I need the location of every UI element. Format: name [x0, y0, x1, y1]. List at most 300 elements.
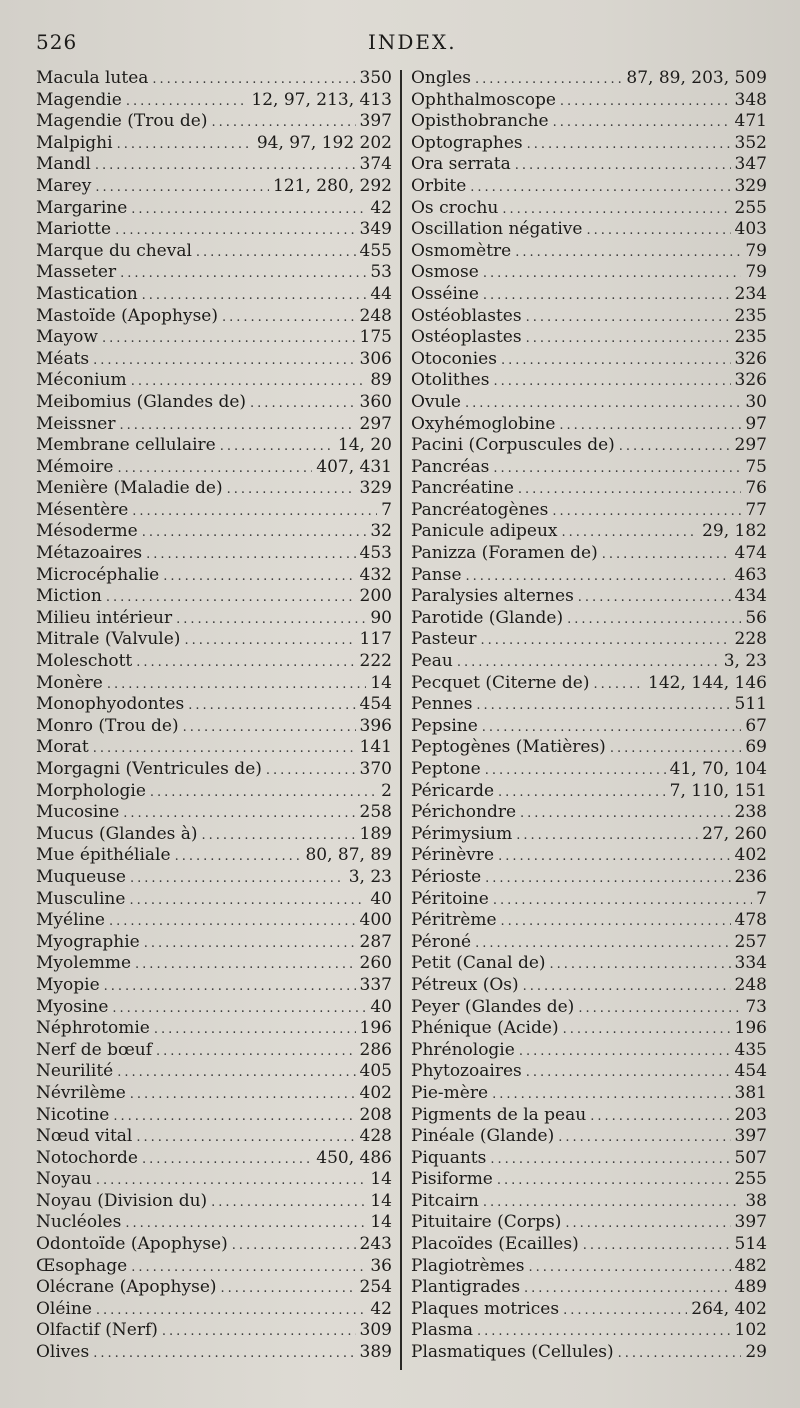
index-page-refs: 102 — [734, 1320, 767, 1341]
dot-leader — [129, 890, 366, 912]
index-term: Pituitaire (Corps) — [411, 1212, 562, 1233]
index-page-refs: 73 — [745, 996, 767, 1017]
index-page-refs: 396 — [359, 715, 392, 736]
index-entry — [411, 262, 767, 284]
index-page-refs: 238 — [734, 802, 767, 823]
index-term: Plasma — [411, 1320, 473, 1341]
index-entry — [411, 586, 767, 608]
index-term: Périmysium — [411, 823, 513, 844]
dot-leader — [142, 285, 367, 307]
dot-leader — [526, 1062, 731, 1084]
index-term: Opisthobranche — [411, 111, 549, 132]
dot-leader — [610, 738, 742, 760]
index-term: Pisiforme — [411, 1169, 493, 1190]
index-page-refs: 471 — [734, 111, 767, 132]
index-entry — [36, 133, 392, 155]
dot-leader — [563, 1300, 687, 1322]
index-term: Peptone — [411, 759, 481, 779]
index-entry — [36, 543, 392, 565]
dot-leader — [485, 760, 666, 782]
index-page-refs: 264, 402 — [691, 1298, 767, 1319]
index-term: Mue épithéliale — [36, 845, 171, 866]
index-page-refs: 97 — [745, 413, 767, 434]
index-term: Otolithes — [411, 370, 490, 391]
column-divider — [400, 70, 402, 1370]
index-term: Monro (Trou de) — [36, 715, 179, 736]
index-entry — [36, 845, 392, 867]
index-term: Olécrane (Apophyse) — [36, 1277, 217, 1298]
index-entry — [36, 500, 392, 522]
dot-leader — [475, 933, 730, 955]
dot-leader — [211, 112, 355, 134]
index-page-refs: 434 — [734, 586, 767, 607]
index-entry — [411, 694, 767, 716]
index-term: Piquants — [411, 1147, 487, 1168]
index-page-refs: 14 — [370, 1212, 392, 1233]
dot-leader — [117, 458, 312, 480]
index-page-refs: 29, 182 — [702, 521, 767, 542]
index-entry — [36, 1234, 392, 1256]
index-entry — [411, 781, 767, 803]
index-entry — [36, 1191, 392, 1213]
dot-leader — [516, 825, 698, 847]
dot-leader — [553, 112, 731, 134]
index-term: Ostéoplastes — [411, 327, 522, 348]
dot-leader — [93, 738, 356, 760]
index-page-refs: 3, 23 — [723, 651, 767, 672]
index-entry — [36, 759, 392, 781]
index-page-refs: 329 — [359, 478, 392, 499]
index-entry — [36, 802, 392, 824]
index-term: Œsophage — [36, 1255, 128, 1276]
index-page-refs: 248 — [734, 974, 767, 995]
index-entry — [36, 262, 392, 284]
index-term: Marque du cheval — [36, 240, 192, 261]
index-term: Macula lutea — [36, 68, 149, 88]
index-term: Mésentère — [36, 499, 129, 520]
index-page-refs: 514 — [734, 1234, 767, 1255]
index-entry — [411, 327, 767, 349]
index-entry — [411, 1342, 767, 1364]
index-entry — [411, 349, 767, 371]
index-page-refs: 235 — [734, 327, 767, 348]
index-entry — [36, 1256, 392, 1278]
index-entry — [36, 1105, 392, 1127]
dot-leader — [567, 609, 741, 631]
index-page-refs: 79 — [745, 240, 767, 261]
index-page-refs: 7 — [756, 888, 767, 909]
dot-leader — [602, 544, 731, 566]
index-term: Pitcairn — [411, 1190, 479, 1211]
index-entry — [411, 435, 767, 457]
dot-leader — [154, 1019, 356, 1041]
index-term: Métazoaires — [36, 543, 143, 564]
dot-leader — [131, 199, 366, 221]
index-page-refs: 67 — [745, 715, 767, 736]
index-page-refs: 260 — [359, 953, 392, 974]
index-entry — [36, 781, 392, 803]
dot-leader — [498, 782, 666, 804]
dot-leader — [176, 609, 366, 631]
index-entry — [411, 953, 767, 975]
index-entry — [36, 219, 392, 241]
index-page-refs: 222 — [359, 651, 392, 672]
index-page-refs: 454 — [734, 1061, 767, 1082]
index-entry — [36, 68, 392, 90]
index-page-refs: 196 — [734, 1018, 767, 1039]
index-term: Nœud vital — [36, 1126, 133, 1147]
dot-leader — [470, 177, 730, 199]
index-entry — [411, 975, 767, 997]
index-page-refs: 402 — [734, 845, 767, 866]
index-page-refs: 12, 97, 213, 413 — [251, 89, 392, 110]
dot-leader — [501, 350, 731, 372]
dot-leader — [497, 1170, 731, 1192]
dot-leader — [142, 522, 367, 544]
index-entry — [411, 284, 767, 306]
index-entry — [36, 1320, 392, 1342]
index-term: Péroné — [411, 931, 472, 952]
index-term: Pancréatine — [411, 478, 514, 499]
index-page-refs: 248 — [359, 305, 392, 326]
index-term: Ora serrata — [411, 154, 511, 175]
index-entry — [36, 629, 392, 651]
dot-leader — [95, 155, 356, 177]
index-entry — [36, 392, 392, 414]
index-term: Magendie — [36, 89, 122, 110]
dot-leader — [96, 1300, 366, 1322]
index-entry — [411, 1256, 767, 1278]
index-term: Nucléoles — [36, 1212, 122, 1233]
index-page-refs: 254 — [359, 1277, 392, 1298]
index-term: Placoïdes (Ecailles) — [411, 1234, 579, 1255]
dot-leader — [483, 285, 731, 307]
index-page-refs: 203 — [734, 1104, 767, 1125]
index-page-refs: 235 — [734, 305, 767, 326]
dot-leader — [477, 1321, 731, 1343]
dot-leader — [106, 587, 356, 609]
dot-leader — [93, 350, 355, 372]
index-page-refs: 352 — [734, 132, 767, 153]
index-term: Microcéphalie — [36, 564, 160, 585]
index-page-refs: 389 — [359, 1342, 392, 1363]
index-page-refs: 287 — [359, 931, 392, 952]
index-page-refs: 121, 280, 292 — [273, 175, 392, 196]
dot-leader — [519, 1041, 731, 1063]
dot-leader — [523, 976, 731, 998]
index-entry — [36, 737, 392, 759]
dot-leader — [618, 1343, 742, 1365]
index-entry — [411, 867, 767, 889]
index-term: Péritoine — [411, 888, 489, 909]
index-page-refs: 403 — [734, 219, 767, 240]
index-entry — [411, 241, 767, 263]
dot-leader — [465, 393, 741, 415]
index-entry — [411, 910, 767, 932]
index-entry — [36, 90, 392, 112]
dot-leader — [485, 868, 730, 890]
dot-leader — [222, 307, 356, 329]
running-head: INDEX. — [368, 30, 457, 54]
index-page-refs: 474 — [734, 543, 767, 564]
index-page-refs: 257 — [734, 931, 767, 952]
index-term: Plantigrades — [411, 1277, 521, 1298]
index-term: Magendie (Trou de) — [36, 111, 208, 132]
index-entry — [411, 1234, 767, 1256]
index-term: Pasteur — [411, 629, 477, 650]
index-page-refs: 196 — [359, 1018, 392, 1039]
dot-leader — [578, 587, 731, 609]
dot-leader — [457, 652, 720, 674]
index-entry — [36, 889, 392, 911]
index-page-refs: 478 — [734, 910, 767, 931]
dot-leader — [515, 155, 731, 177]
index-entry — [36, 694, 392, 716]
index-term: Mayow — [36, 327, 98, 348]
index-page-refs: 44 — [370, 283, 392, 304]
index-term: Pacini (Corpuscules de) — [411, 435, 615, 456]
dot-leader — [475, 69, 622, 91]
index-page-refs: 76 — [745, 478, 767, 499]
index-page-refs: 75 — [745, 456, 767, 477]
dot-leader — [593, 674, 644, 696]
page-number: 526 — [36, 30, 78, 54]
index-term: Panizza (Foramen de) — [411, 543, 598, 564]
index-page-refs: 38 — [745, 1190, 767, 1211]
index-entry — [411, 90, 767, 112]
index-term: Orbite — [411, 175, 467, 196]
index-term: Marey — [36, 175, 92, 196]
index-entry — [36, 457, 392, 479]
index-page-refs: 77 — [745, 499, 767, 520]
dot-leader — [527, 134, 731, 156]
index-term: Pinéale (Glande) — [411, 1126, 555, 1147]
dot-leader — [563, 1019, 731, 1041]
index-page-refs: 2 — [381, 780, 392, 801]
dot-leader — [526, 328, 731, 350]
dot-leader — [586, 220, 730, 242]
dot-leader — [221, 1278, 356, 1300]
index-term: Nicotine — [36, 1104, 110, 1125]
index-entry — [36, 111, 392, 133]
index-term: Malpighi — [36, 132, 113, 153]
index-entry — [411, 997, 767, 1019]
index-entry — [36, 1212, 392, 1234]
dot-leader — [552, 501, 741, 523]
index-entry — [36, 1148, 392, 1170]
dot-leader — [250, 393, 356, 415]
index-entry — [411, 1018, 767, 1040]
dot-leader — [466, 566, 731, 588]
dot-leader — [156, 1041, 356, 1063]
index-term: Périoste — [411, 866, 482, 887]
index-entry — [36, 1018, 392, 1040]
index-term: Morgagni (Ventricules de) — [36, 759, 262, 779]
index-term: Phénique (Acide) — [411, 1018, 559, 1039]
index-term: Myéline — [36, 910, 105, 931]
index-term: Osséine — [411, 283, 479, 304]
index-term: Milieu intérieur — [36, 607, 173, 628]
dot-leader — [113, 1106, 355, 1128]
dot-leader — [112, 998, 366, 1020]
index-page-refs: 80, 87, 89 — [305, 845, 392, 866]
dot-leader — [144, 933, 356, 955]
page-header — [0, 30, 800, 60]
dot-leader — [131, 1257, 366, 1279]
dot-leader — [107, 674, 367, 696]
index-entry — [411, 370, 767, 392]
dot-leader — [188, 695, 355, 717]
index-entry — [411, 737, 767, 759]
index-page-refs: 79 — [745, 262, 767, 283]
index-page-refs: 234 — [734, 283, 767, 304]
index-entry — [411, 1320, 767, 1342]
dot-leader — [550, 954, 731, 976]
dot-leader — [619, 436, 731, 458]
index-term: Moleschott — [36, 651, 133, 672]
dot-leader — [476, 695, 730, 717]
index-entry — [411, 1083, 767, 1105]
index-term: Osmomètre — [411, 240, 512, 261]
index-page-refs: 511 — [734, 694, 767, 715]
dot-leader — [93, 1343, 355, 1365]
dot-leader — [493, 458, 741, 480]
dot-leader — [562, 522, 699, 544]
index-page-refs: 142, 144, 146 — [648, 672, 767, 693]
index-entry — [36, 1299, 392, 1321]
index-term: Olives — [36, 1342, 90, 1363]
index-term: Mucosine — [36, 802, 120, 823]
index-entry — [36, 1126, 392, 1148]
index-page-refs: 337 — [359, 974, 392, 995]
index-page-refs: 432 — [359, 564, 392, 585]
dot-leader — [483, 263, 742, 285]
dot-leader — [150, 782, 377, 804]
index-page-refs: 450, 486 — [316, 1147, 392, 1168]
dot-leader — [102, 328, 356, 350]
index-term: Optographes — [411, 132, 523, 153]
index-term: Pancréatogènes — [411, 499, 549, 520]
index-page-refs: 350 — [359, 68, 392, 88]
dot-leader — [146, 544, 355, 566]
dot-leader — [120, 415, 356, 437]
index-term: Mémoire — [36, 456, 114, 477]
index-page-refs: 329 — [734, 175, 767, 196]
index-page-refs: 405 — [359, 1061, 392, 1082]
index-entry — [36, 306, 392, 328]
index-entry — [36, 154, 392, 176]
index-term: Névrilème — [36, 1082, 126, 1103]
index-page-refs: 297 — [734, 435, 767, 456]
dot-leader — [126, 91, 248, 113]
dot-leader — [196, 242, 356, 264]
dot-leader — [520, 803, 731, 825]
dot-leader — [483, 1192, 741, 1214]
index-term: Mucus (Glandes à) — [36, 823, 198, 844]
index-entry — [411, 198, 767, 220]
dot-leader — [115, 220, 355, 242]
dot-leader — [498, 846, 730, 868]
index-term: Ovule — [411, 391, 461, 412]
dot-leader — [104, 976, 356, 998]
index-term: Pennes — [411, 694, 473, 715]
index-term: Péricarde — [411, 780, 495, 801]
index-entry — [36, 1169, 392, 1191]
index-entry — [36, 651, 392, 673]
index-term: Pigments de la peau — [411, 1104, 587, 1125]
index-entry — [411, 543, 767, 565]
index-entry — [36, 349, 392, 371]
index-term: Muqueuse — [36, 866, 126, 887]
dot-leader — [583, 1235, 731, 1257]
index-page-refs: 69 — [745, 737, 767, 758]
dot-leader — [132, 501, 377, 523]
index-page-refs: 507 — [734, 1147, 767, 1168]
index-term: Peyer (Glandes de) — [411, 996, 575, 1017]
index-entry — [411, 1191, 767, 1213]
dot-leader — [120, 263, 366, 285]
index-entry — [411, 392, 767, 414]
index-entry — [36, 370, 392, 392]
index-page-refs: 286 — [359, 1039, 392, 1060]
index-entry — [411, 133, 767, 155]
index-entry — [411, 478, 767, 500]
index-entry — [411, 608, 767, 630]
index-entry — [411, 651, 767, 673]
index-page-refs: 87, 89, 203, 509 — [626, 68, 767, 88]
index-page-refs: 41, 70, 104 — [669, 759, 767, 779]
index-entry — [411, 414, 767, 436]
dot-leader — [125, 1213, 366, 1235]
dot-leader — [529, 1257, 731, 1279]
index-term: Mastoïde (Apophyse) — [36, 305, 218, 326]
index-term: Morat — [36, 737, 89, 758]
index-page-refs: 117 — [359, 629, 392, 650]
index-term: Nerf de bœuf — [36, 1039, 153, 1060]
index-term: Parotide (Glande) — [411, 607, 564, 628]
index-term: Oxyhémoglobine — [411, 413, 556, 434]
index-term: Mandl — [36, 154, 91, 175]
dot-leader — [109, 911, 356, 933]
index-entry — [36, 414, 392, 436]
index-page-refs: 374 — [359, 154, 392, 175]
index-term: Plagiotrèmes — [411, 1255, 525, 1276]
dot-leader — [502, 199, 730, 221]
index-page-refs: 228 — [734, 629, 767, 650]
index-entry — [36, 716, 392, 738]
index-page-refs: 349 — [359, 219, 392, 240]
index-page-refs: 258 — [359, 802, 392, 823]
index-term: Neurilité — [36, 1061, 114, 1082]
index-entry — [36, 176, 392, 198]
dot-leader — [481, 630, 731, 652]
index-term: Néphrotomie — [36, 1018, 150, 1039]
index-page-refs: 14, 20 — [337, 435, 392, 456]
index-page-refs: 56 — [745, 607, 767, 628]
dot-leader — [175, 846, 302, 868]
index-term: Pepsine — [411, 715, 478, 736]
dot-leader — [526, 307, 731, 329]
dot-leader — [152, 69, 355, 91]
index-term: Olfactif (Nerf) — [36, 1320, 158, 1341]
index-page-refs: 30 — [745, 391, 767, 412]
index-term: Noyau — [36, 1169, 92, 1190]
index-entry — [36, 975, 392, 997]
index-page-refs: 297 — [359, 413, 392, 434]
dot-leader — [142, 1149, 312, 1171]
index-page-refs: 7, 110, 151 — [669, 780, 767, 801]
index-term: Pancréas — [411, 456, 490, 477]
